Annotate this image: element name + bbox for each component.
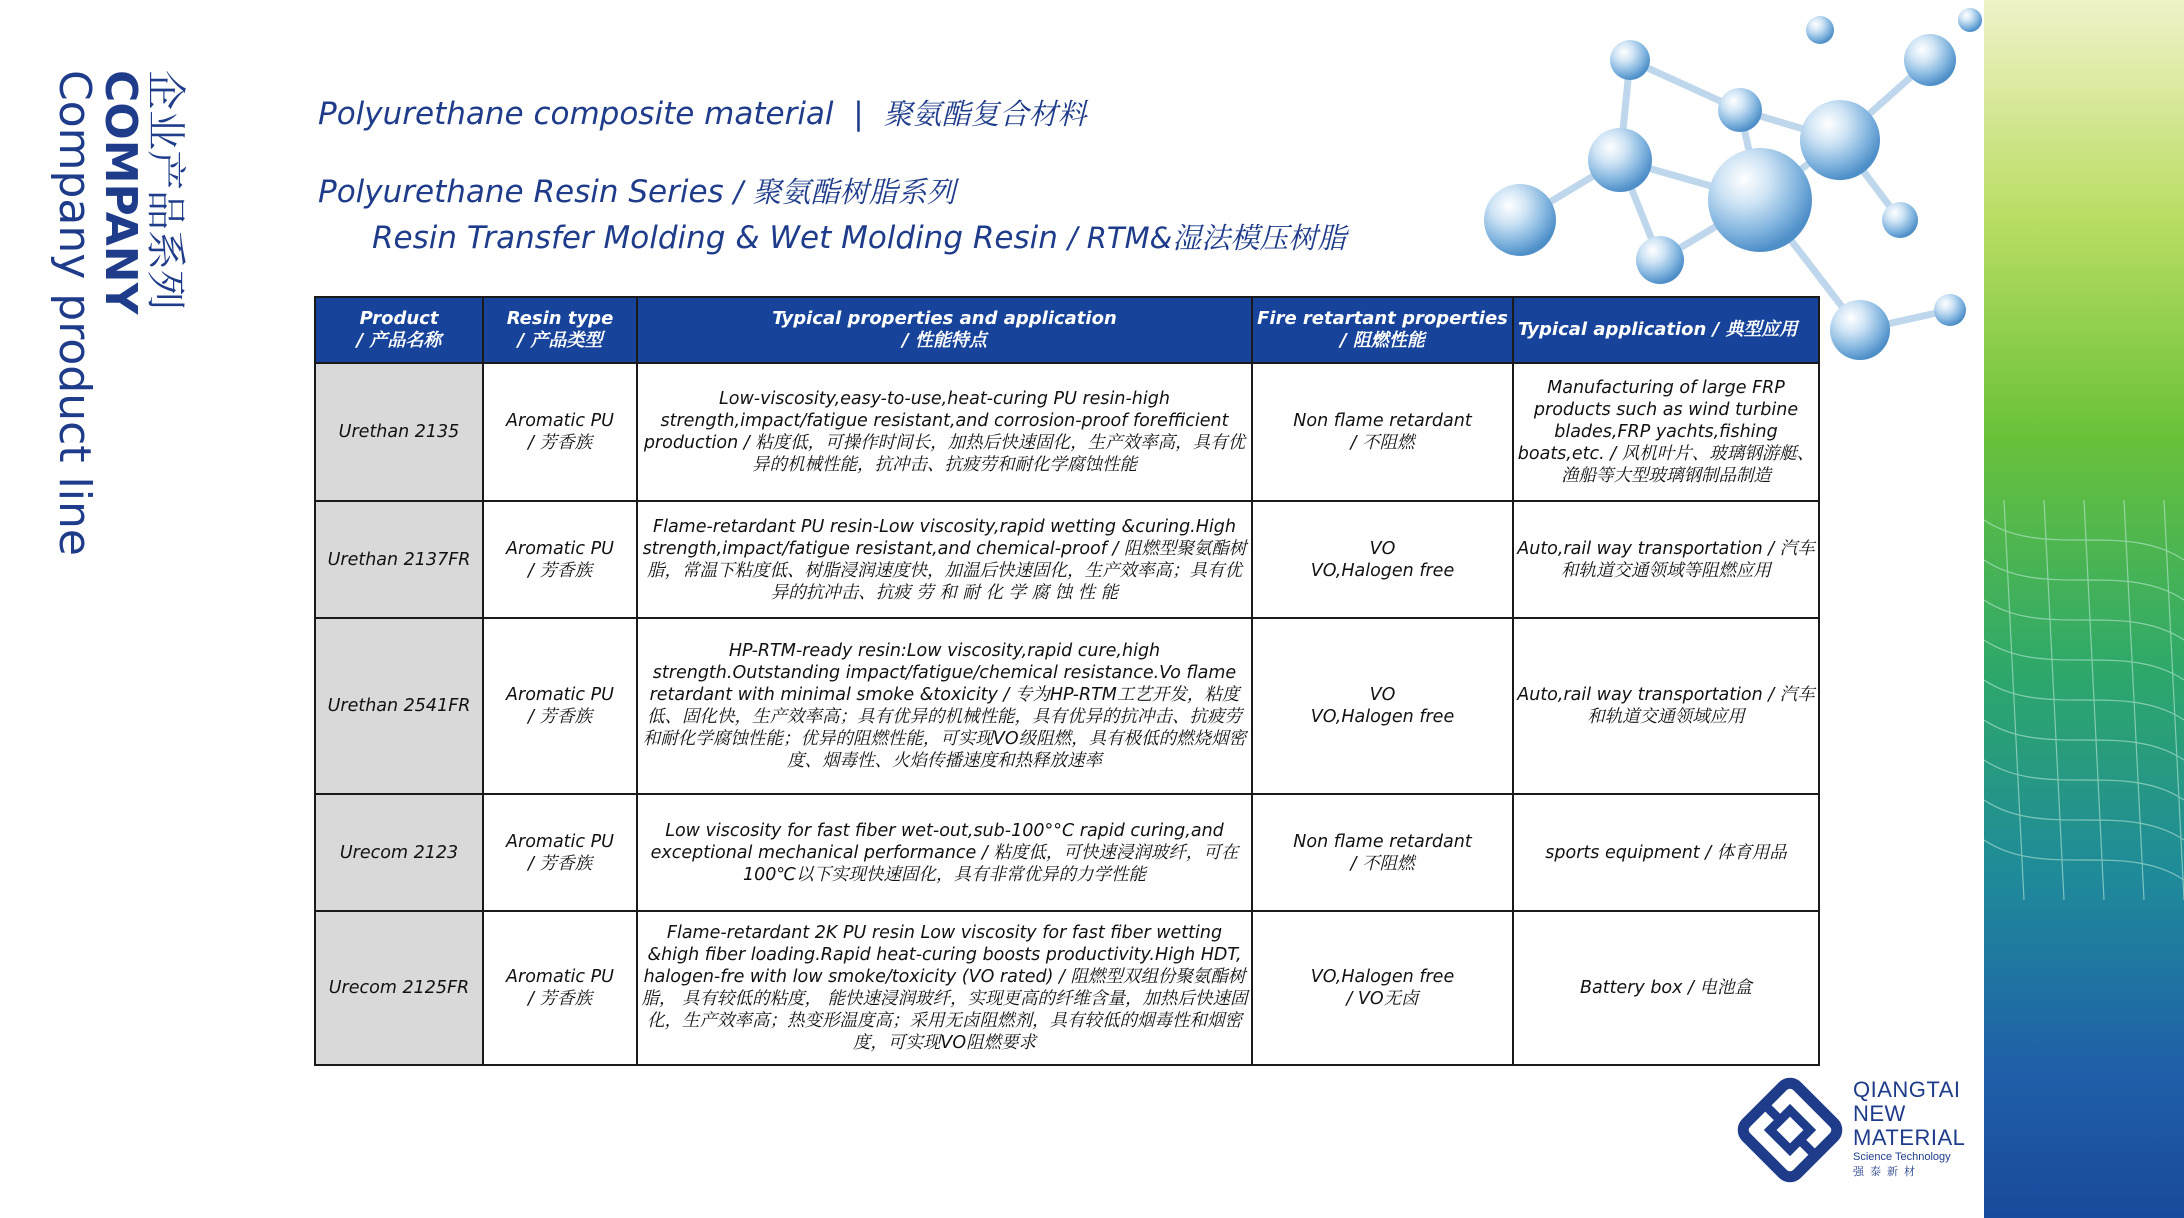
properties: Low viscosity for fast fiber wet-out,sub-100°°C rapid curing,and exceptional mechanical performance / 粘度低，可快速浸润玻纤，可在100℃以下实现快速固化，具有非常优异的力学性能 [637, 794, 1252, 911]
fire-property: Non flame retardant / 不阻燃 [1252, 363, 1513, 501]
table-row [315, 501, 1819, 618]
logo-line-1: QIANGTAI [1853, 1077, 1961, 1102]
application: Auto,rail way transportation / 汽车和轨道交通领域应用 [1513, 618, 1819, 794]
sub-title-en: Resin Transfer Molding & Wet Molding Resin [372, 220, 1058, 256]
resin-type: Aromatic PU / 芳香族 [483, 911, 637, 1065]
col-resin-type: Resin type / 产品类型 [483, 297, 637, 363]
series-title-en: Polyurethane Resin Series [318, 174, 724, 210]
product-name: Urethan 2135 [315, 363, 483, 501]
col-fire: Fire retartant properties / 阻燃性能 [1252, 297, 1513, 363]
table-row [315, 618, 1819, 794]
properties: Flame-retardant PU resin-Low viscosity,rapid wetting &curing.High strength,impact/fatigue resistant,and chemical-proof / 阻燃型聚氨酯树脂，常温下粘度低、树脂浸润速度快，加温后快速固化，生产效率高；具有优异的抗冲击、抗疲 劳 和 耐 化 学 腐 蚀 性 能 [637, 501, 1252, 618]
table-header-row [315, 297, 1819, 363]
product-name: Urecom 2123 [315, 794, 483, 911]
logo-line-3: MATERIAL [1853, 1125, 1966, 1150]
product-name: Urethan 2541FR [315, 618, 483, 794]
application: Manufacturing of large FRP products such as wind turbine blades,FRP yachts,fishing boats,etc. / 风机叶片、玻璃钢游艇、渔船等大型玻璃钢制品制造 [1513, 363, 1819, 501]
resin-type: Aromatic PU / 芳香族 [483, 363, 637, 501]
page-title-cn: 聚氨酯复合材料 [883, 97, 1087, 131]
fire-property: VO,Halogen free / VO无卤 [1252, 911, 1513, 1065]
product-table [314, 296, 1820, 1066]
fire-property: VO VO,Halogen free [1252, 618, 1513, 794]
page-title-sep: | [853, 96, 864, 132]
col-application: Typical application / 典型应用 [1513, 297, 1819, 363]
logo-line-2: NEW [1853, 1101, 1906, 1126]
side-title-rotated [51, 70, 187, 556]
properties: Low-viscosity,easy-to-use,heat-curing PU resin-high strength,impact/fatigue resistant,and corrosion-proof forefficient production / 粘度低，可操作时间长，加热后快速固化，生产效率高，具有优异的机械性能，抗冲击、抗疲劳和耐化学腐蚀性能 [637, 363, 1252, 501]
side-title-en: Company product line [49, 70, 100, 556]
side-title-company: COMPANY [95, 70, 146, 315]
table-row [315, 911, 1819, 1065]
side-title-cn: 企业产品系列 [142, 70, 188, 310]
sub-title-cn: / RTM&湿法模压树脂 [1067, 221, 1347, 255]
side-title [49, 70, 188, 556]
page-title [318, 92, 1086, 133]
col-properties: Typical properties and application / 性能特点 [637, 297, 1252, 363]
table-row [315, 363, 1819, 501]
resin-type: Aromatic PU / 芳香族 [483, 501, 637, 618]
col-product: Product / 产品名称 [315, 297, 483, 363]
resin-type: Aromatic PU / 芳香族 [483, 618, 637, 794]
decorative-gradient-strip [1984, 0, 2184, 1218]
logo-line-5: 强泰新材 [1853, 1166, 1921, 1178]
series-title [318, 170, 956, 211]
application: Auto,rail way transportation / 汽车和轨道交通领域等阻燃应用 [1513, 501, 1819, 618]
properties: Flame-retardant 2K PU resin Low viscosity for fast fiber wetting &high fiber loading.Rapid heat-curing boosts productivity.High HDT, halogen-fre with low smoke/toxicity (VO rated) / 阻燃型双组份聚氨酯树脂， 具有较低的粘度， 能快速浸润玻纤，实现更高的纤维含量，加热后快速固化，生产效率高；热变形温度高；采用无卤阻燃剂，具有较低的烟毒性和烟密度，可实现VO阻燃要求 [637, 911, 1252, 1065]
properties: HP-RTM-ready resin:Low viscosity,rapid cure,high strength.Outstanding impact/fatigue/chemical resistance.Vo flame retardant with minimal smoke &toxicity / 专为HP-RTM工艺开发，粘度低、固化快，生产效率高；具有优异的机械性能，具有优异的抗冲击、抗疲劳和耐化学腐蚀性能；优异的阻燃性能，可实现VO级阻燃，具有极低的燃烧烟密度、烟毒性、火焰传播速度和热释放速率 [637, 618, 1252, 794]
mesh-pattern [1984, 0, 2184, 1218]
resin-type: Aromatic PU / 芳香族 [483, 794, 637, 911]
fire-property: Non flame retardant / 不阻燃 [1252, 794, 1513, 911]
company-logo-text [1853, 1078, 1965, 1180]
application: Battery box / 电池盒 [1513, 911, 1819, 1065]
series-title-cn: / 聚氨酯树脂系列 [733, 175, 956, 209]
application: sports equipment / 体育用品 [1513, 794, 1819, 911]
product-name: Urethan 2137FR [315, 501, 483, 618]
sub-title [372, 216, 1346, 257]
fire-property: VO VO,Halogen free [1252, 501, 1513, 618]
product-name: Urecom 2125FR [315, 911, 483, 1065]
table-row [315, 794, 1819, 911]
page-title-en: Polyurethane composite material [318, 96, 834, 132]
logo-line-4: Science Technology [1853, 1151, 1951, 1163]
